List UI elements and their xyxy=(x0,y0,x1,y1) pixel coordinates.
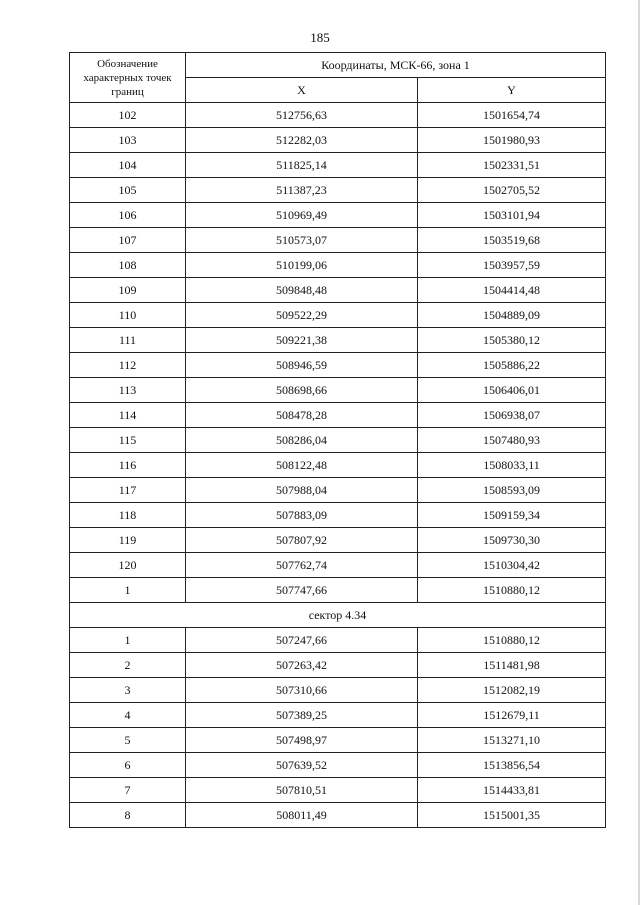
point-number-cell: 111 xyxy=(70,328,186,353)
point-number-cell: 113 xyxy=(70,378,186,403)
x-coordinate-cell: 508698,66 xyxy=(186,378,418,403)
y-coordinate-cell: 1502705,52 xyxy=(418,178,606,203)
table-row xyxy=(70,803,606,828)
x-coordinate-cell: 508122,48 xyxy=(186,453,418,478)
point-number-cell: 108 xyxy=(70,253,186,278)
table-body-first-section xyxy=(70,103,606,603)
table-row xyxy=(70,228,606,253)
x-coordinate-cell: 512282,03 xyxy=(186,128,418,153)
x-coordinate-cell: 507389,25 xyxy=(186,703,418,728)
y-coordinate-cell: 1505886,22 xyxy=(418,353,606,378)
x-coordinate-cell: 507988,04 xyxy=(186,478,418,503)
table-row xyxy=(70,128,606,153)
x-coordinate-cell: 511387,23 xyxy=(186,178,418,203)
point-number-cell: 120 xyxy=(70,553,186,578)
point-number-cell: 106 xyxy=(70,203,186,228)
point-number-cell: 105 xyxy=(70,178,186,203)
y-coordinate-cell: 1506406,01 xyxy=(418,378,606,403)
y-coordinate-cell: 1503957,59 xyxy=(418,253,606,278)
y-coordinate-cell: 1505380,12 xyxy=(418,328,606,353)
point-number-cell: 104 xyxy=(70,153,186,178)
point-number-cell: 2 xyxy=(70,653,186,678)
y-coordinate-cell: 1508593,09 xyxy=(418,478,606,503)
y-coordinate-cell: 1501654,74 xyxy=(418,103,606,128)
point-number-cell: 116 xyxy=(70,453,186,478)
x-column-header: X xyxy=(186,78,418,103)
table-row xyxy=(70,353,606,378)
x-coordinate-cell: 507810,51 xyxy=(186,778,418,803)
y-coordinate-cell: 1504414,48 xyxy=(418,278,606,303)
x-coordinate-cell: 507639,52 xyxy=(186,753,418,778)
table-row xyxy=(70,278,606,303)
table-row xyxy=(70,153,606,178)
x-coordinate-cell: 509848,48 xyxy=(186,278,418,303)
table-row xyxy=(70,703,606,728)
table-row xyxy=(70,203,606,228)
x-coordinate-cell: 507807,92 xyxy=(186,528,418,553)
y-coordinate-cell: 1513271,10 xyxy=(418,728,606,753)
point-number-cell: 5 xyxy=(70,728,186,753)
x-coordinate-cell: 509522,29 xyxy=(186,303,418,328)
coord-system-header: Координаты, МСК-66, зона 1 xyxy=(186,53,606,78)
x-coordinate-cell: 507747,66 xyxy=(186,578,418,603)
y-coordinate-cell: 1507480,93 xyxy=(418,428,606,453)
x-coordinate-cell: 509221,38 xyxy=(186,328,418,353)
point-number-cell: 107 xyxy=(70,228,186,253)
y-coordinate-cell: 1514433,81 xyxy=(418,778,606,803)
table-row xyxy=(70,178,606,203)
section-divider xyxy=(70,603,606,628)
x-coordinate-cell: 507310,66 xyxy=(186,678,418,703)
table-row xyxy=(70,578,606,603)
table-row xyxy=(70,503,606,528)
x-coordinate-cell: 510969,49 xyxy=(186,203,418,228)
y-coordinate-cell: 1511481,98 xyxy=(418,653,606,678)
point-number-cell: 3 xyxy=(70,678,186,703)
table-row xyxy=(70,653,606,678)
y-coordinate-cell: 1512679,11 xyxy=(418,703,606,728)
y-coordinate-cell: 1510880,12 xyxy=(418,628,606,653)
table-row xyxy=(70,778,606,803)
point-number-cell: 115 xyxy=(70,428,186,453)
x-coordinate-cell: 512756,63 xyxy=(186,103,418,128)
table-row xyxy=(70,453,606,478)
table-row xyxy=(70,403,606,428)
x-coordinate-cell: 507762,74 xyxy=(186,553,418,578)
point-number-cell: 1 xyxy=(70,628,186,653)
table-row xyxy=(70,628,606,653)
point-label-header: Обозначение характерных точек границ xyxy=(70,53,186,103)
x-coordinate-cell: 511825,14 xyxy=(186,153,418,178)
point-number-cell: 1 xyxy=(70,578,186,603)
x-coordinate-cell: 507263,42 xyxy=(186,653,418,678)
y-coordinate-cell: 1506938,07 xyxy=(418,403,606,428)
point-number-cell: 6 xyxy=(70,753,186,778)
coordinates-table xyxy=(69,52,606,828)
header-row xyxy=(70,53,606,78)
point-number-cell: 7 xyxy=(70,778,186,803)
x-coordinate-cell: 508286,04 xyxy=(186,428,418,453)
x-coordinate-cell: 507883,09 xyxy=(186,503,418,528)
point-number-cell: 109 xyxy=(70,278,186,303)
y-coordinate-cell: 1512082,19 xyxy=(418,678,606,703)
y-column-header: Y xyxy=(418,78,606,103)
page-number: 185 xyxy=(310,30,330,45)
x-coordinate-cell: 507498,97 xyxy=(186,728,418,753)
x-coordinate-cell: 507247,66 xyxy=(186,628,418,653)
y-coordinate-cell: 1501980,93 xyxy=(418,128,606,153)
x-coordinate-cell: 508011,49 xyxy=(186,803,418,828)
point-number-cell: 118 xyxy=(70,503,186,528)
point-number-cell: 117 xyxy=(70,478,186,503)
x-coordinate-cell: 510573,07 xyxy=(186,228,418,253)
section-title: сектор 4.34 xyxy=(70,603,606,628)
point-number-cell: 114 xyxy=(70,403,186,428)
table-row xyxy=(70,478,606,503)
table-row xyxy=(70,303,606,328)
point-number-cell: 4 xyxy=(70,703,186,728)
y-coordinate-cell: 1513856,54 xyxy=(418,753,606,778)
point-number-cell: 110 xyxy=(70,303,186,328)
y-coordinate-cell: 1503519,68 xyxy=(418,228,606,253)
y-coordinate-cell: 1509730,30 xyxy=(418,528,606,553)
point-number-cell: 103 xyxy=(70,128,186,153)
table-row xyxy=(70,728,606,753)
point-number-cell: 102 xyxy=(70,103,186,128)
table-row xyxy=(70,753,606,778)
table-row xyxy=(70,678,606,703)
y-coordinate-cell: 1503101,94 xyxy=(418,203,606,228)
table-row xyxy=(70,428,606,453)
point-number-cell: 8 xyxy=(70,803,186,828)
table-row xyxy=(70,253,606,278)
table-row xyxy=(70,103,606,128)
table-row xyxy=(70,378,606,403)
y-coordinate-cell: 1515001,35 xyxy=(418,803,606,828)
point-number-cell: 112 xyxy=(70,353,186,378)
y-coordinate-cell: 1509159,34 xyxy=(418,503,606,528)
table-row xyxy=(70,328,606,353)
x-coordinate-cell: 510199,06 xyxy=(186,253,418,278)
y-coordinate-cell: 1510304,42 xyxy=(418,553,606,578)
x-coordinate-cell: 508478,28 xyxy=(186,403,418,428)
y-coordinate-cell: 1510880,12 xyxy=(418,578,606,603)
section-row xyxy=(70,603,606,628)
table-row xyxy=(70,528,606,553)
table-row xyxy=(70,553,606,578)
y-coordinate-cell: 1502331,51 xyxy=(418,153,606,178)
point-number-cell: 119 xyxy=(70,528,186,553)
y-coordinate-cell: 1504889,09 xyxy=(418,303,606,328)
table-body-second-section xyxy=(70,628,606,828)
x-coordinate-cell: 508946,59 xyxy=(186,353,418,378)
y-coordinate-cell: 1508033,11 xyxy=(418,453,606,478)
